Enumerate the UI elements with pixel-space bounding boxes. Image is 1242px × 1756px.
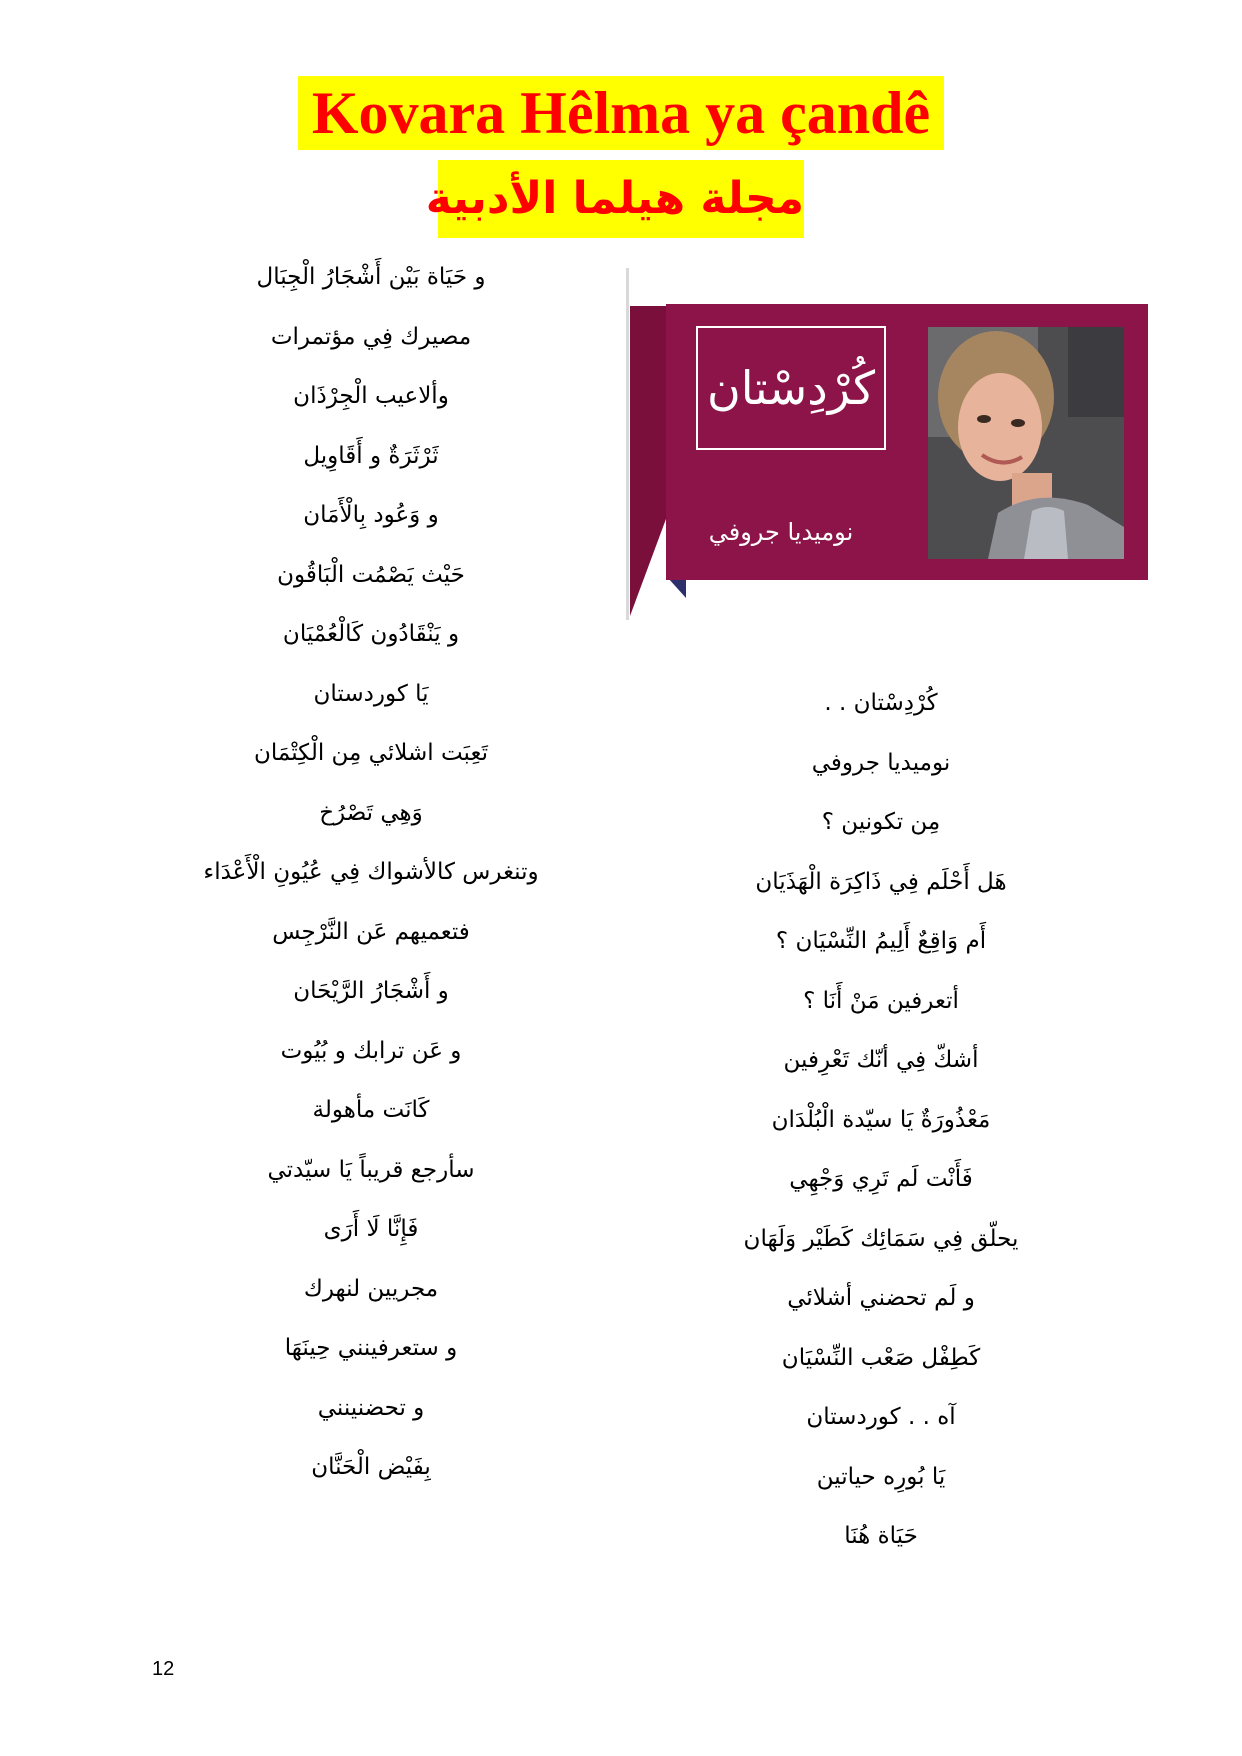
poem-line: و حَيَاة بَيْن أَشْجَارُ الْجِبَال xyxy=(256,264,486,290)
poem-line: مصيرك فِي مؤتمرات xyxy=(270,323,472,350)
magazine-title-latin: Kovara Hêlma ya çandê xyxy=(298,76,944,150)
magazine-title-arabic: مجلة هيلما الأدبية xyxy=(438,160,804,238)
poem-line: آه . . كوردستان xyxy=(806,1404,956,1430)
poem-line: تَعِبَت اشلائي مِن الْكِتْمَان xyxy=(254,740,488,766)
poem-line: و تحضنينني xyxy=(317,1394,425,1421)
poem-line: نوميديا جروفي xyxy=(811,749,951,776)
poem-line: فَإِنَّا لَا أَرَى xyxy=(323,1216,419,1242)
poem-line: كَطِفْل صَعْب النِّسْيَان xyxy=(781,1344,981,1371)
poem-right-column xyxy=(716,674,1046,1567)
poem-line: مَعْذُورَةٌ يَا سيّدة الْبُلْدَان xyxy=(771,1106,991,1133)
poem-line: أشكّ فِي أنّك تَعْرِفين xyxy=(783,1047,979,1073)
poem-line: ثَرْثَرَةٌ و أَقَاوِيل xyxy=(303,442,439,469)
poem-line: يَا كوردستان xyxy=(313,680,429,707)
banner-title-box xyxy=(696,326,886,450)
author-photo xyxy=(928,327,1124,559)
poem-line: أَم وَاقِعٌ أَلِيمُ النِّسْيَان ؟ xyxy=(775,928,987,954)
poem-line: حَيَاة هُنَا xyxy=(844,1523,918,1549)
page-number: 12 xyxy=(152,1658,175,1680)
banner-divider xyxy=(626,268,629,620)
poem-line: و عَن ترابك و بُيُوت xyxy=(280,1037,462,1064)
banner-title: كُرْدِسْتان xyxy=(707,361,875,415)
poem-line: حَيْث يَصْمُت الْبَاقُون xyxy=(277,561,465,588)
poem-line: كَانَت مأهولة xyxy=(312,1097,430,1123)
poem-line: مجريين لنهرك xyxy=(303,1275,439,1302)
poem-line: أتعرفين مَنْ أَنَا ؟ xyxy=(803,987,959,1014)
poem-line: بِفَيْض الْحَنَّان xyxy=(311,1454,431,1480)
poem-line: و أَشْجَارُ الرَّيْحَان xyxy=(293,978,449,1004)
poem-line: و لَم تحضني أشلائي xyxy=(787,1285,975,1311)
banner-author: نوميديا جروفي xyxy=(708,518,854,546)
poem-line: و يَنْقَادُون كَالْعُمْيَان xyxy=(282,621,460,647)
poem-line: فتعميهم عَن النَّرْجِس xyxy=(272,918,470,945)
poem-line: سأرجع قريباً يَا سيّدتي xyxy=(267,1156,475,1183)
poem-line: مِن تكونين ؟ xyxy=(821,809,941,835)
poem-left-column xyxy=(186,248,556,1498)
poem-line: كُرْدِسْتان . . xyxy=(824,690,938,716)
poem-line: وألاعيب الْجِرْذَان xyxy=(293,383,449,409)
poem-line: يَا بُورِه حياتين xyxy=(816,1463,946,1490)
poem-line: يحلّق فِي سَمَائِك كَطَيْر وَلَهَان xyxy=(743,1225,1019,1252)
poem-line: و ستعرفينني حِينَهَا xyxy=(284,1335,458,1361)
poem-banner xyxy=(666,304,1148,580)
poem-line: هَل أَحْلَم فِي ذَاكِرَة الْهَذَيَان xyxy=(755,868,1007,895)
poem-line: وتنغرس كالأشواك فِي عُيُونِ الْأَعْدَاء xyxy=(203,859,539,885)
poem-line: و وَعُود بِالْأَمَان xyxy=(303,502,439,528)
banner-fold xyxy=(668,578,686,598)
poem-line: وَهِي تَصْرُخ xyxy=(319,799,423,826)
poem-line: فَأَنْت لَم تَرِي وَجْهِي xyxy=(789,1166,973,1192)
